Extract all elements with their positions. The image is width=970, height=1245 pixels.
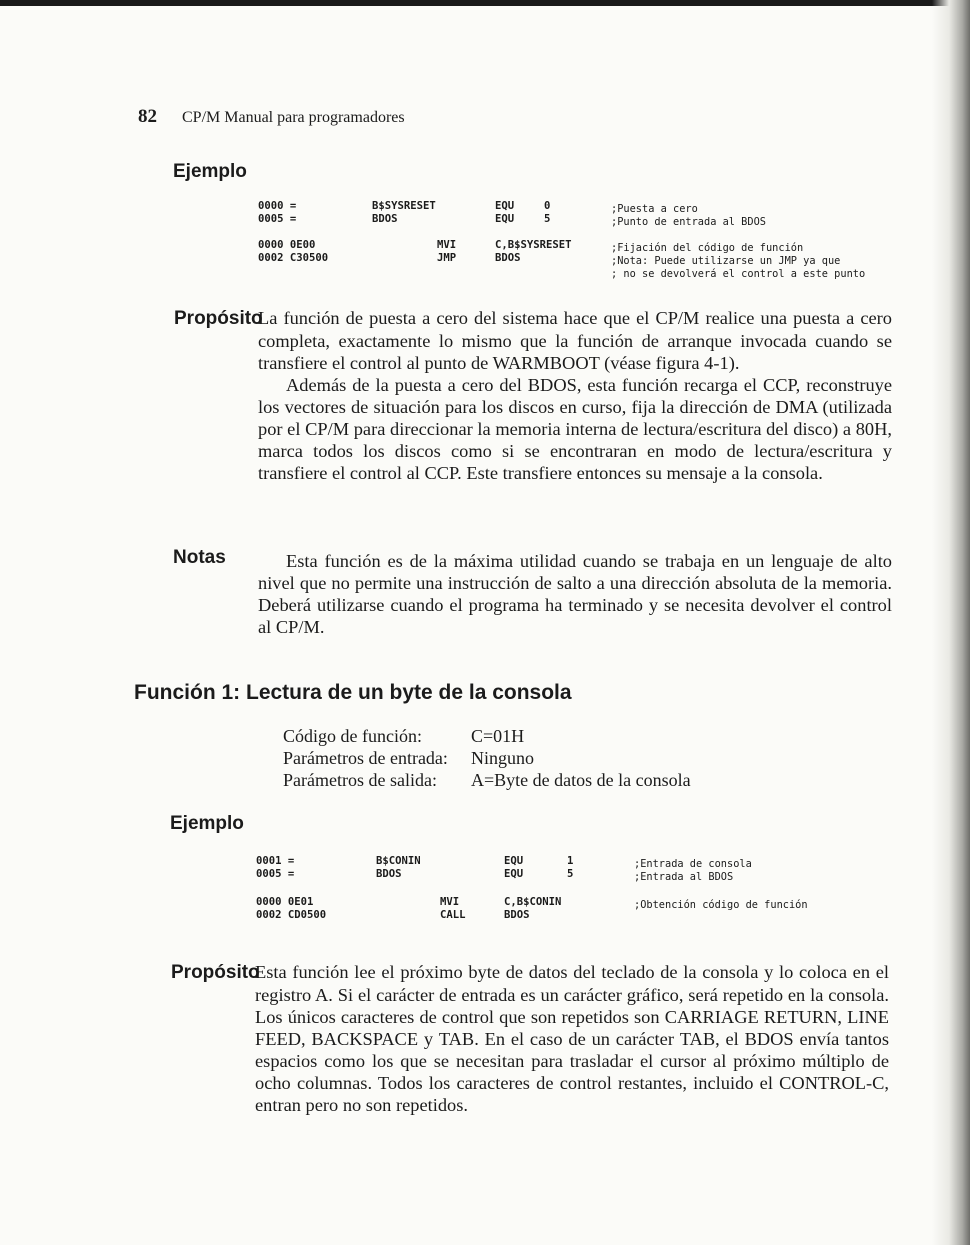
code-arg: 5 xyxy=(567,868,574,880)
purpose-text: . En el caso de un carácter xyxy=(474,1029,680,1049)
purpose-text: , xyxy=(300,1029,312,1049)
code-addr: 0002 CD0500 xyxy=(256,909,327,921)
code-comment: ;Fijación del código de función xyxy=(611,242,804,254)
control-key-name: LINE FEED xyxy=(255,1007,889,1049)
purpose-text: , xyxy=(837,1007,848,1027)
code-comment: ;Entrada de consola xyxy=(634,858,752,870)
param-row xyxy=(283,725,691,747)
code-comment: ;Obtención código de función xyxy=(634,899,808,911)
page-edge-shadow xyxy=(932,0,970,1245)
code-label: B$SYSRESET xyxy=(372,200,436,212)
code-comment: ; no se devolverá el control a este punto xyxy=(611,268,866,280)
code-addr: 0005 = xyxy=(256,868,295,880)
scan-top-border xyxy=(0,0,970,6)
code-addr: 0002 C30500 xyxy=(258,252,329,264)
purpose-paragraph xyxy=(171,961,890,1116)
purpose-text: La función de puesta a cero del sistema hace que el CP/M realice una puesta a cero completa, exactamente lo mismo que la función de arranque invocada cuando se transfiere el control al punto de WARMBOOT (véase figura 4-1). xyxy=(258,308,892,373)
code-addr: 0000 0E00 xyxy=(258,239,316,251)
notes-block xyxy=(258,550,892,638)
purpose-label: Propósito xyxy=(174,308,263,329)
purpose-text: Esta función lee el próximo byte de datos del teclado de la consola y lo coloca en el registro A. Si el carácter de entrada es un carácter gráfico, será repetido en la consola. Los únicos caracteres de control que son repetidos son xyxy=(255,962,889,1027)
control-key-name: CARRIAGE RETURN xyxy=(664,1007,838,1027)
page-number: 82 xyxy=(138,106,157,127)
code-addr: 0000 0E01 xyxy=(256,896,314,908)
param-value: A=Byte de datos de la consola xyxy=(471,770,691,790)
code-label: B$CONIN xyxy=(376,855,421,867)
param-key: Parámetros de salida: xyxy=(283,770,437,790)
code-arg: C,B$CONIN xyxy=(504,896,562,908)
code-op: EQU xyxy=(495,200,515,212)
param-value: C=01H xyxy=(471,726,525,746)
purpose-paragraph-2: Además de la puesta a cero del BDOS, esta función recarga el CCP, reconstruye los vectores de situación para los discos en curso, fija la dirección de DMA (utilizada por el CP/M para direccionar la memoria interna de lectura/escritura del disco) a 80H, marca todos los discos como si se encontraran en modo de lectura/escritura y transfiere el control al CCP. Este transfiere entonces su mensaje a la consola. xyxy=(258,375,892,483)
code-comment: ;Puesta a cero xyxy=(611,203,698,215)
param-key: Parámetros de entrada: xyxy=(283,748,448,768)
param-row xyxy=(283,769,691,791)
code-arg: C,B$SYSRESET xyxy=(495,239,572,251)
purpose-text: , el BDOS envía tantos espacios como los que se necesitan para trasladar el cursor al próximo múltiplo de ocho columnas. Todos los caracteres de control restantes, incluido el xyxy=(255,1029,890,1093)
control-key-name: CONTROL-C xyxy=(779,1073,885,1093)
code-op: CALL xyxy=(440,909,466,921)
param-row xyxy=(283,747,691,769)
code-arg: 0 xyxy=(544,200,551,212)
code-comment: ;Punto de entrada al BDOS xyxy=(611,216,766,228)
code-arg: 5 xyxy=(544,213,551,225)
purpose-paragraph xyxy=(174,307,892,374)
purpose-label: Propósito xyxy=(171,962,260,983)
code-arg: BDOS xyxy=(495,252,521,264)
code-arg: BDOS xyxy=(504,909,530,921)
code-op: MVI xyxy=(437,239,457,251)
control-key-name: TAB xyxy=(679,1029,716,1049)
code-op: EQU xyxy=(504,855,524,867)
notes-label: Notas xyxy=(173,547,226,568)
example-label: Ejemplo xyxy=(173,161,247,182)
notes-text: Esta función es de la máxima utilidad cuando se trabaja en un lenguaje de alto nivel que no permite una instrucción de salto a una dirección absoluta de la memoria. Deberá utilizarse cuando el programa ha terminado y se necesita devolver el control al CP/M. xyxy=(258,551,892,637)
purpose-text: , entran pero no son repetidos. xyxy=(255,1073,889,1115)
code-addr: 0000 = xyxy=(258,200,297,212)
code-op: EQU xyxy=(504,868,524,880)
code-op: JMP xyxy=(437,252,457,264)
code-comment: ;Nota: Puede utilizarse un JMP ya que xyxy=(611,255,841,267)
code-label: BDOS xyxy=(372,213,398,225)
code-addr: 0001 = xyxy=(256,855,295,867)
purpose-block xyxy=(171,961,890,1116)
code-comment: ;Entrada al BDOS xyxy=(634,871,734,883)
code-label: BDOS xyxy=(376,868,402,880)
code-addr: 0005 = xyxy=(258,213,297,225)
code-op: EQU xyxy=(495,213,515,225)
code-arg: 1 xyxy=(567,855,574,867)
code-op: MVI xyxy=(440,896,460,908)
function-parameters xyxy=(283,725,691,791)
purpose-block xyxy=(174,307,892,484)
example-label: Ejemplo xyxy=(170,813,244,834)
param-key: Código de función: xyxy=(283,726,422,746)
running-title: CP/M Manual para programadores xyxy=(182,109,405,126)
section-heading: Función 1: Lectura de un byte de la consola xyxy=(134,681,572,704)
control-key-name: TAB xyxy=(438,1029,475,1049)
param-value: Ninguno xyxy=(471,748,534,768)
purpose-text: y xyxy=(418,1029,439,1049)
control-key-name: BACKSPACE xyxy=(311,1029,419,1049)
